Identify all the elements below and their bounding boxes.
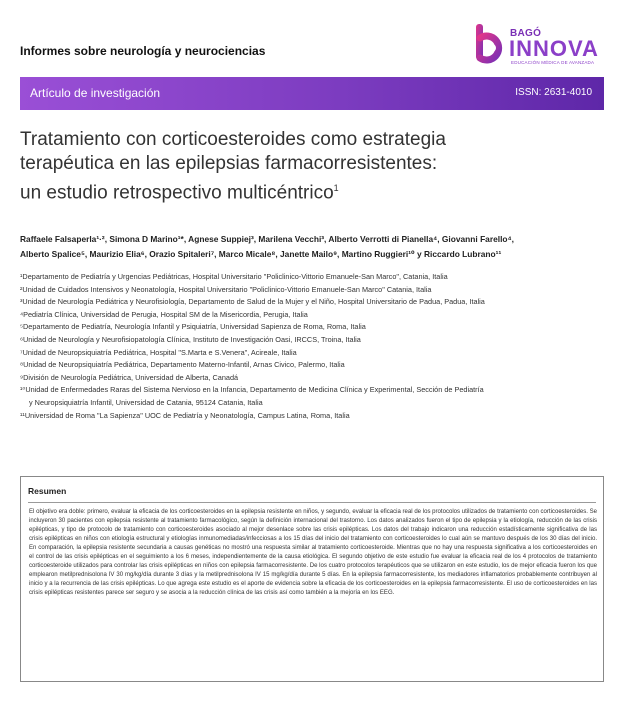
affiliation-item: ⁶Unidad de Neurología y Neurofisiopatología Clínica, Instituto de Investigación Oasi, IRCCS, Troina, Italia: [20, 334, 361, 344]
affiliation-item: ⁹División de Neurología Pediátrica, Universidad de Alberta, Canadá: [20, 372, 239, 382]
abstract-heading: Resumen: [28, 486, 67, 496]
affiliation-item: ⁸Unidad de Neuropsiquiatría Pediátrica, Departamento Materno-Infantil, Arnas Civico, Palermo, Italia: [20, 360, 345, 370]
author-line: Alberto Spalice⁵, Maurizio Elia⁶, Orazio Spitaleri⁷, Marco Micale⁸, Janette Mailo⁹, Martino Ruggieri¹⁰ y Riccardo Lubrano¹¹: [20, 249, 502, 259]
affiliation-item: ¹Departamento de Pediatría y Urgencias Pediátricas, Hospital Universitario "Policlinico-Vittorio Emanuele-San Marco", Catania, Italia: [20, 272, 448, 281]
affiliation-item: ²Unidad de Cuidados Intensivos y Neonatología, Hospital Universitario "Policlinico-Vittorio Emanuele-San Marco" Catania, Italia: [20, 284, 432, 294]
abstract-divider: [28, 502, 596, 503]
affiliation-item: ⁴Pediatría Clínica, Universidad de Perugia, Hospital SM de la Misericordia, Perugia, Italia: [20, 309, 308, 319]
title-line: un estudio retrospectivo multicéntrico: [20, 182, 334, 204]
affiliation-item: ³Unidad de Neurología Pediátrica y Neurofisiología, Departamento de Salud de la Mujer y el Niño, Hospital Universitario de Padua, Padua, Italia: [20, 297, 485, 307]
author-line: Raffaele Falsaperla¹·², Simona D Marino¹*, Agnese Suppiej³, Marilena Vecchi³, Alberto Verrotti di Pianella⁴, Giovanni Farello⁴,: [20, 234, 514, 244]
affiliation-item-continued: y Neuropsiquiatría Infantil, Universidad de Catania, 95124 Catania, Italia: [29, 397, 263, 407]
affiliation-item: ⁵Departamento de Pediatría, Neurología Infantil y Psiquiatría, Universidad Sapienza de Roma, Roma, Italia: [20, 322, 366, 332]
issn-label: ISSN: 2631-4010: [515, 87, 592, 98]
affiliation-item: ⁷Unidad de Neuropsiquiatría Pediátrica, Hospital "S.Marta e S.Venera", Acireale, Italia: [20, 347, 297, 357]
abstract-text: El objetivo era doble: primero, evaluar la eficacia de los corticoesteroides en la epilepsia resistente en niños, y segundo, evaluar la eficacia real de los protocolos utilizados de tratamiento con corticoesteroides. Se incluyeron 30 pacientes con epilepsia resistente al tratamiento farmacológico, según la definición internacional del trastorno. Los datos analizados fueron el tipo de epilepsia y la etiología, reducción de las crisis epilépticas, y tipo de protocolo de tratamiento con corticoesteroides asociado al mejor desenlace sobre las crisis epilépticas. Los datos del trabajo indicaron una reducción estadísticamente significativa de las crisis epilépticas en niños con etiología estructural y etiologías inmunomediadas/infecciosas a los 15 días del inicio del tratamiento con corticoesteroides lo cual aún se mantuvo después de los 30 días del inicio. En comparación, la epilepsia resistente secundaria a causas genéticas no mostró una respuesta similar al tratamiento corticoesteroide. Mientras que no hay una respuesta significativa a los corticoesteroides en el control de las crisis epilépticas en el seguimiento a los 6 meses, independientemente de la causa etiológica. El segundo objetivo de este estudio fue evaluar la eficacia real de los 4 protocolos de tratamiento corticoesteroide utilizados para controlar las crisis epilépticas en niños con epilepsia farmacorresistente. De los cuatro protocolos terapéuticos que se utilizaron en este estudio, los de mejor eficacia fueron los que emplearon metilprednisolona IV 30 mg/kg/día durante 3 días y la metilprednisolona IV 15 mg/kg/día durante 5 días. En la epilepsia farmacorresistente, los mediadores inflamatorios probablemente contribuyen al inicio y a la recurrencia de las crisis epilépticas. Lo que agrega este estudio es el aporte de evidencia sobre la eficacia de los corticoesteroides en la epilepsia farmacorresistente. El uso de corticoesteroides en las crisis epilépticas resistentes parece ser seguro y se asocia a la reducción clínica de las crisis así como también a la mejoría en los EEG.: [29, 509, 597, 597]
logo-mark-icon: [472, 22, 510, 66]
abstract-box: [20, 476, 604, 682]
affiliation-item: ¹¹Universidad de Roma "La Sapienza" UOC de Pediatría y Neonatología, Campus Latina, Roma, Italia: [20, 410, 350, 420]
bago-innova-logo: [472, 22, 612, 68]
logo-brand-text: BAGÓ: [510, 28, 542, 39]
journal-name: Informes sobre neurología y neurociencias: [20, 44, 266, 58]
logo-tagline-text: EDUCACIÓN MÉDICA DE AVANZADA: [511, 60, 595, 65]
logo-name-text: INNOVA: [509, 36, 599, 61]
title-line: terapéutica en las epilepsias farmacorresistentes:: [20, 153, 438, 174]
title-footnote-ref: 1: [333, 183, 339, 193]
section-band: [20, 77, 604, 110]
affiliation-list: [20, 271, 604, 422]
section-label: Artículo de investigación: [30, 86, 161, 100]
affiliation-item: ¹⁰Unidad de Enfermedades Raras del Sistema Nervioso en la Infancia, Departamento de Medicina Clínica y Experimental, Sección de Pediatría: [20, 385, 484, 395]
author-list: [20, 232, 604, 262]
article-title: [20, 128, 580, 205]
title-line: Tratamiento con corticoesteroides como estrategia: [20, 129, 446, 150]
